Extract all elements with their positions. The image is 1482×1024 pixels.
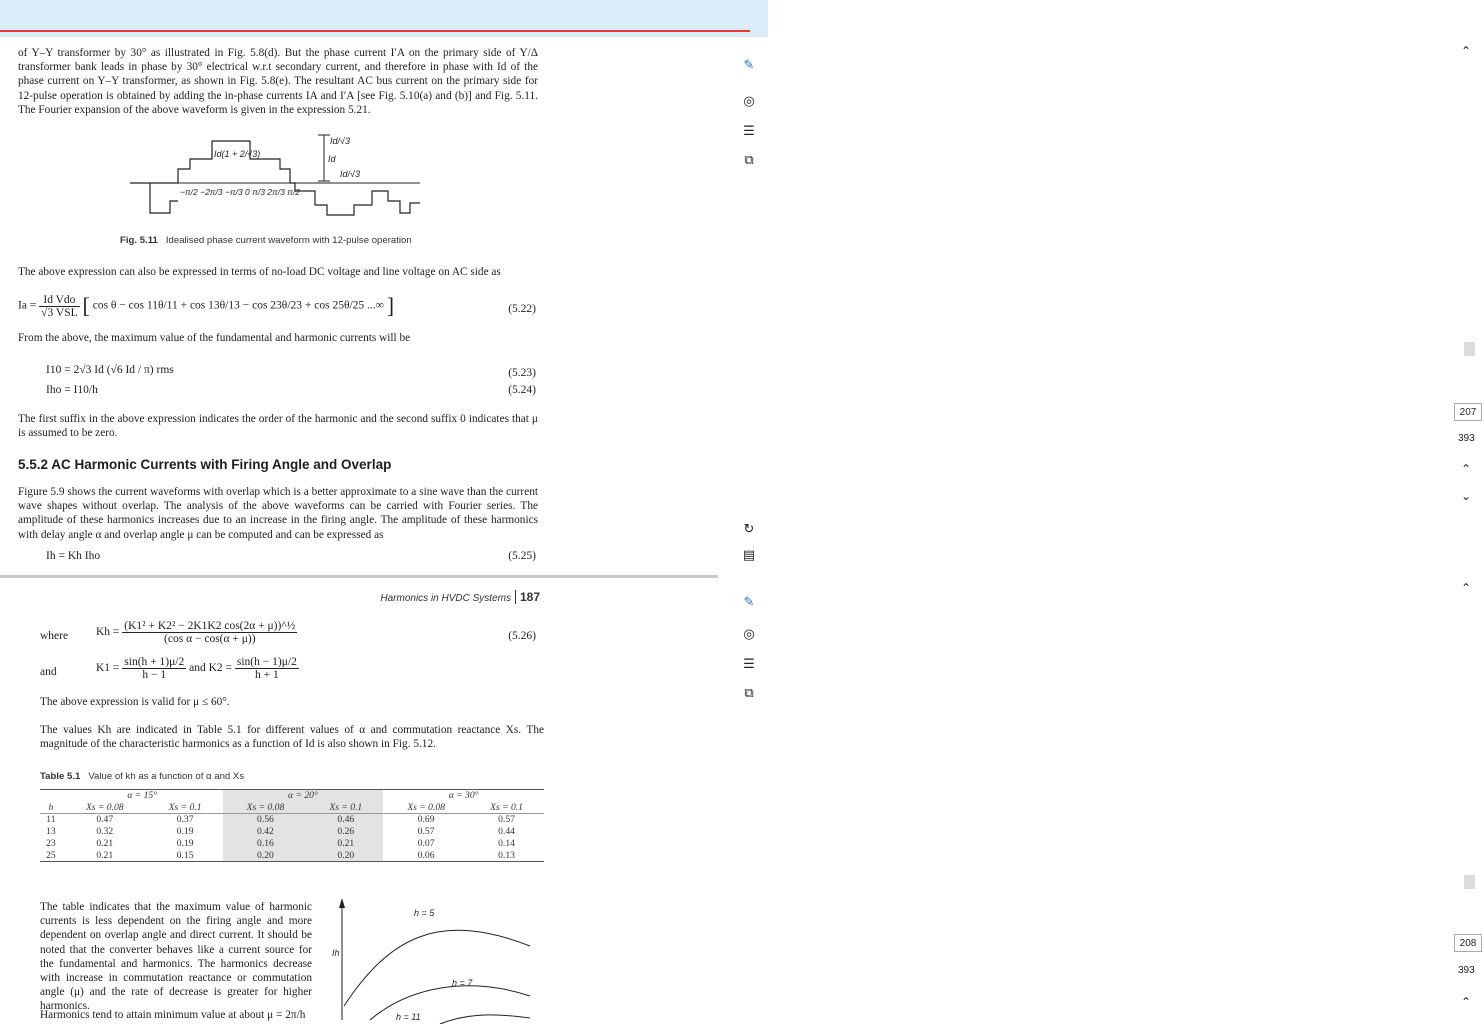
table-row — [40, 838, 544, 850]
paragraph-max-value: From the above, the maximum value of the fundamental and harmonic currents will be — [18, 332, 411, 344]
page-number-box-2[interactable]: 208 — [1454, 934, 1482, 952]
table-column-header: Xs = 0.1 — [469, 802, 544, 814]
running-header-title: Harmonics in HVDC Systems — [380, 593, 511, 604]
paragraph-figure-5-9: Figure 5.9 shows the current waveforms with overlap which is a better approximate to a sine wave than the current wave shapes without overlap. The analysis of the above waveforms can be carried with Fourier series. The amplitude of these harmonics increases due to an increase in the firing angle. The amplitude of these harmonics with delay angle α and overlap angle μ can be computed and can be expressed as — [18, 486, 538, 541]
k1-lhs: K1 = — [96, 662, 123, 675]
ai-notes-icon-2[interactable]: ✎ — [743, 594, 755, 610]
equation-k1-k2 — [96, 656, 299, 681]
k1-numerator: sin(h + 1)μ/2 — [124, 656, 185, 668]
waveform-figure — [130, 131, 430, 231]
table-caption-number: Table 5.1 — [40, 771, 81, 782]
table-cell: 0.19 — [176, 826, 194, 837]
figure-label-id-root3-bottom: Id/√3 — [340, 169, 360, 179]
page-down-icon[interactable]: ⌄ — [1461, 489, 1472, 503]
where-label: where — [40, 630, 69, 642]
top-toolbar — [0, 0, 768, 37]
k2-fraction — [235, 656, 299, 681]
equation-5-23: I10 = 2√3 Id (√6 Id / π) rms — [46, 364, 174, 376]
equation-number-5-25: (5.25) — [508, 550, 536, 562]
table-cell: 0.46 — [308, 814, 383, 826]
paragraph-no-load: The above expression can also be expressed in terms of no-load DC voltage and line voltage on AC side as — [18, 266, 501, 278]
figure-caption-number: Fig. 5.11 — [120, 235, 158, 246]
eq522-coefficient — [39, 294, 79, 319]
table-row — [40, 814, 544, 826]
collapse-up-icon[interactable]: ⌃ — [1461, 44, 1472, 58]
equation-5-25: Ih = Kh Iho — [46, 550, 101, 562]
copilot-icon[interactable]: ◎ — [743, 93, 755, 109]
table-row — [40, 850, 544, 862]
eq526-numerator: (K1² + K2² − 2K1K2 cos(2α + μ))^½ — [124, 620, 296, 632]
table-cell: 0.21 — [96, 838, 114, 849]
eq526-lhs: Kh = — [96, 626, 123, 639]
paragraph-table-intro: The values Kh are indicated in Table 5.1 for different values of α and commutation reactance Xs. The magnitude of the characteristic harmonics as a function of Id is also shown in Fig. 5.12. — [40, 724, 544, 751]
k2-denominator: h + 1 — [254, 669, 279, 681]
table-cell: 0.20 — [308, 850, 383, 862]
eq522-bracket-close: ] — [386, 293, 395, 318]
table-cell: 0.57 — [498, 814, 515, 826]
table-column-header: Xs = 0.1 — [148, 802, 223, 814]
table-group-header-row — [40, 790, 544, 802]
table-cell: 0.07 — [417, 838, 435, 849]
refresh-icon[interactable]: ↻ — [743, 521, 755, 537]
figure-caption — [120, 235, 412, 246]
eq522-coef-den: √3 VSL — [41, 306, 78, 319]
page-total-1: 393 — [1458, 433, 1475, 444]
copy-icon-2[interactable]: ⧉ — [744, 685, 754, 701]
table-cell: 0.13 — [469, 850, 544, 862]
equation-number-5-26: (5.26) — [508, 630, 536, 642]
table-cell: 0.20 — [223, 850, 309, 862]
figure-label-id-root3-top: Id/√3 — [330, 136, 350, 146]
table-cell: 0.14 — [498, 838, 515, 849]
table-cell: 0.15 — [148, 850, 223, 862]
copilot-icon-2[interactable]: ◎ — [743, 626, 755, 642]
graph-label-h11: h = 11 — [396, 1012, 421, 1022]
notes-list-icon[interactable]: ☰ — [743, 123, 755, 139]
table-cell: 0.21 — [62, 850, 148, 862]
table-cell: 11 — [46, 814, 56, 826]
table-5-1 — [40, 789, 544, 862]
eq522-lhs: Ia = — [18, 299, 40, 312]
equation-5-26 — [96, 620, 297, 645]
table-cell: 0.21 — [308, 838, 383, 850]
document-page-1 — [0, 37, 718, 575]
paragraph-first-suffix: The first suffix in the above expression indicates the order of the harmonic and the second suffix 0 indicates that μ is assumed to be zero. — [18, 413, 538, 440]
table-cell: 0.16 — [223, 838, 309, 850]
table-cell: 0.47 — [96, 814, 114, 826]
table-group-header-alpha-30: α = 30° — [383, 790, 544, 802]
table-cell: 23 — [46, 838, 56, 849]
figure-label-id: Id — [328, 154, 336, 164]
table-column-header-row — [40, 802, 544, 814]
eq522-coef-num: Id Vdo — [39, 294, 79, 307]
graph-label-h7: h = 7 — [452, 978, 473, 988]
equation-number-5-23: (5.23) — [508, 367, 536, 379]
page-up-icon-2[interactable]: ⌃ — [1461, 995, 1472, 1009]
table-cell: 0.26 — [308, 826, 383, 838]
section-heading: 5.5.2 AC Harmonic Currents with Firing Angle and Overlap — [18, 457, 392, 472]
scrollbar-thumb-2[interactable] — [1464, 875, 1475, 889]
page-total-2: 393 — [1458, 965, 1475, 976]
table-row — [40, 826, 544, 838]
and-label: and — [40, 666, 57, 678]
reading-progress-line — [0, 30, 750, 32]
table-column-header: Xs = 0.1 — [308, 802, 383, 814]
page-up-icon[interactable]: ⌃ — [1461, 462, 1472, 476]
running-header-page-number: 187 — [515, 590, 540, 604]
ai-notes-icon[interactable]: ✎ — [743, 57, 755, 73]
eq522-bracket-open: [ — [82, 293, 90, 318]
figure-label-id-1-2-root3: Id(1 + 2/√3) — [214, 149, 261, 159]
table-cell: 0.42 — [223, 826, 309, 838]
collapse-up-icon-2[interactable]: ⌃ — [1461, 581, 1472, 595]
page-summary-icon[interactable]: ▤ — [742, 547, 756, 563]
k2-lhs: K2 = — [208, 662, 235, 675]
running-header — [380, 590, 540, 604]
right-sidebar — [718, 37, 1477, 1024]
table-column-header: Xs = 0.08 — [383, 802, 469, 814]
table-cell: 0.56 — [223, 814, 309, 826]
eq522-body: cos θ − cos 11θ/11 + cos 13θ/13 − cos 23θ/23 + cos 25θ/25 ...∞ — [92, 299, 384, 312]
notes-list-icon-2[interactable]: ☰ — [743, 656, 755, 672]
table-group-header-alpha-20: α = 20° — [223, 790, 384, 802]
table-group-header-blank — [40, 790, 62, 802]
table-caption-text: Value of kh as a function of α and Xs — [88, 771, 245, 782]
table-cell: 0.69 — [417, 814, 435, 826]
graph-label-h5: h = 5 — [414, 908, 435, 918]
copy-icon[interactable]: ⧉ — [744, 152, 754, 168]
eq526-denominator: (cos α − cos(α + μ)) — [164, 633, 256, 645]
paragraph-intro: of Y–Y transformer by 30° as illustrated in Fig. 5.8(d). But the phase current I′A on the primary side of Y/Δ transformer bank leads in phase by 30° electrical w.r.t secondary current, and therefore in phase with Id of the phase current on Y–Y transformer, as shown in Fig. 5.8(e). The resultant AC bus current on the primary side for 12-pulse operation is obtained by adding the in-phase currents IA and I′A [see Fig. 5.10(a) and (b)] and Fig. 5.11. The Fourier expansion of the above waveform is given in the expression 5.21. — [18, 47, 538, 116]
table-cell: 0.37 — [176, 814, 194, 826]
table-cell: 0.06 — [383, 850, 469, 862]
figure-axis-ticks: −π/2 −2π/3 −π/3 0 π/3 2π/3 π/2 — [180, 187, 300, 197]
equation-number-5-24: (5.24) — [508, 384, 536, 396]
k2-numerator: sin(h − 1)μ/2 — [236, 656, 297, 668]
table-column-header: Xs = 0.08 — [223, 802, 309, 814]
table-cell: 13 — [46, 826, 56, 837]
table-cell: 25 — [40, 850, 62, 862]
table-group-header-alpha-15: α = 15° — [62, 790, 223, 802]
paragraph-minimum-value: Harmonics tend to attain minimum value at about μ = 2π/h — [40, 1009, 306, 1021]
equation-5-22 — [18, 293, 394, 319]
table-cell: 0.19 — [176, 838, 194, 849]
k1-denominator: h − 1 — [142, 669, 167, 681]
k1-fraction — [122, 656, 186, 681]
table-cell: 0.57 — [417, 826, 435, 837]
scrollbar-thumb-1[interactable] — [1464, 342, 1475, 356]
figure-caption-text: Idealised phase current waveform with 12-pulse operation — [165, 235, 412, 246]
eq526-fraction — [122, 620, 297, 645]
table-cell: 0.32 — [96, 826, 114, 837]
document-page-2 — [0, 578, 718, 1024]
equation-5-24: Iho = I10/h — [46, 384, 98, 396]
table-caption — [40, 771, 244, 782]
table-cell: 0.44 — [498, 826, 515, 837]
graph-y-label: Ih — [332, 948, 340, 958]
equation-number-5-22: (5.22) — [508, 303, 536, 315]
table-column-header: h — [40, 802, 62, 814]
table-column-header: Xs = 0.08 — [62, 802, 148, 814]
paragraph-table-discussion: The table indicates that the maximum value of harmonic currents is less dependent on the firing angle and more dependent on overlap angle and direct current. It should be noted that the converter behaves like a current source for the fundamental and harmonics. The harmonics decrease with increase in commutation reactance or commutation angle (μ) and the rate of decrease is greater for higher harmonics. — [40, 901, 312, 1013]
paragraph-valid: The above expression is valid for μ ≤ 60°. — [40, 696, 230, 708]
k-and: and — [189, 662, 206, 675]
page-number-box-1[interactable]: 207 — [1454, 403, 1482, 421]
